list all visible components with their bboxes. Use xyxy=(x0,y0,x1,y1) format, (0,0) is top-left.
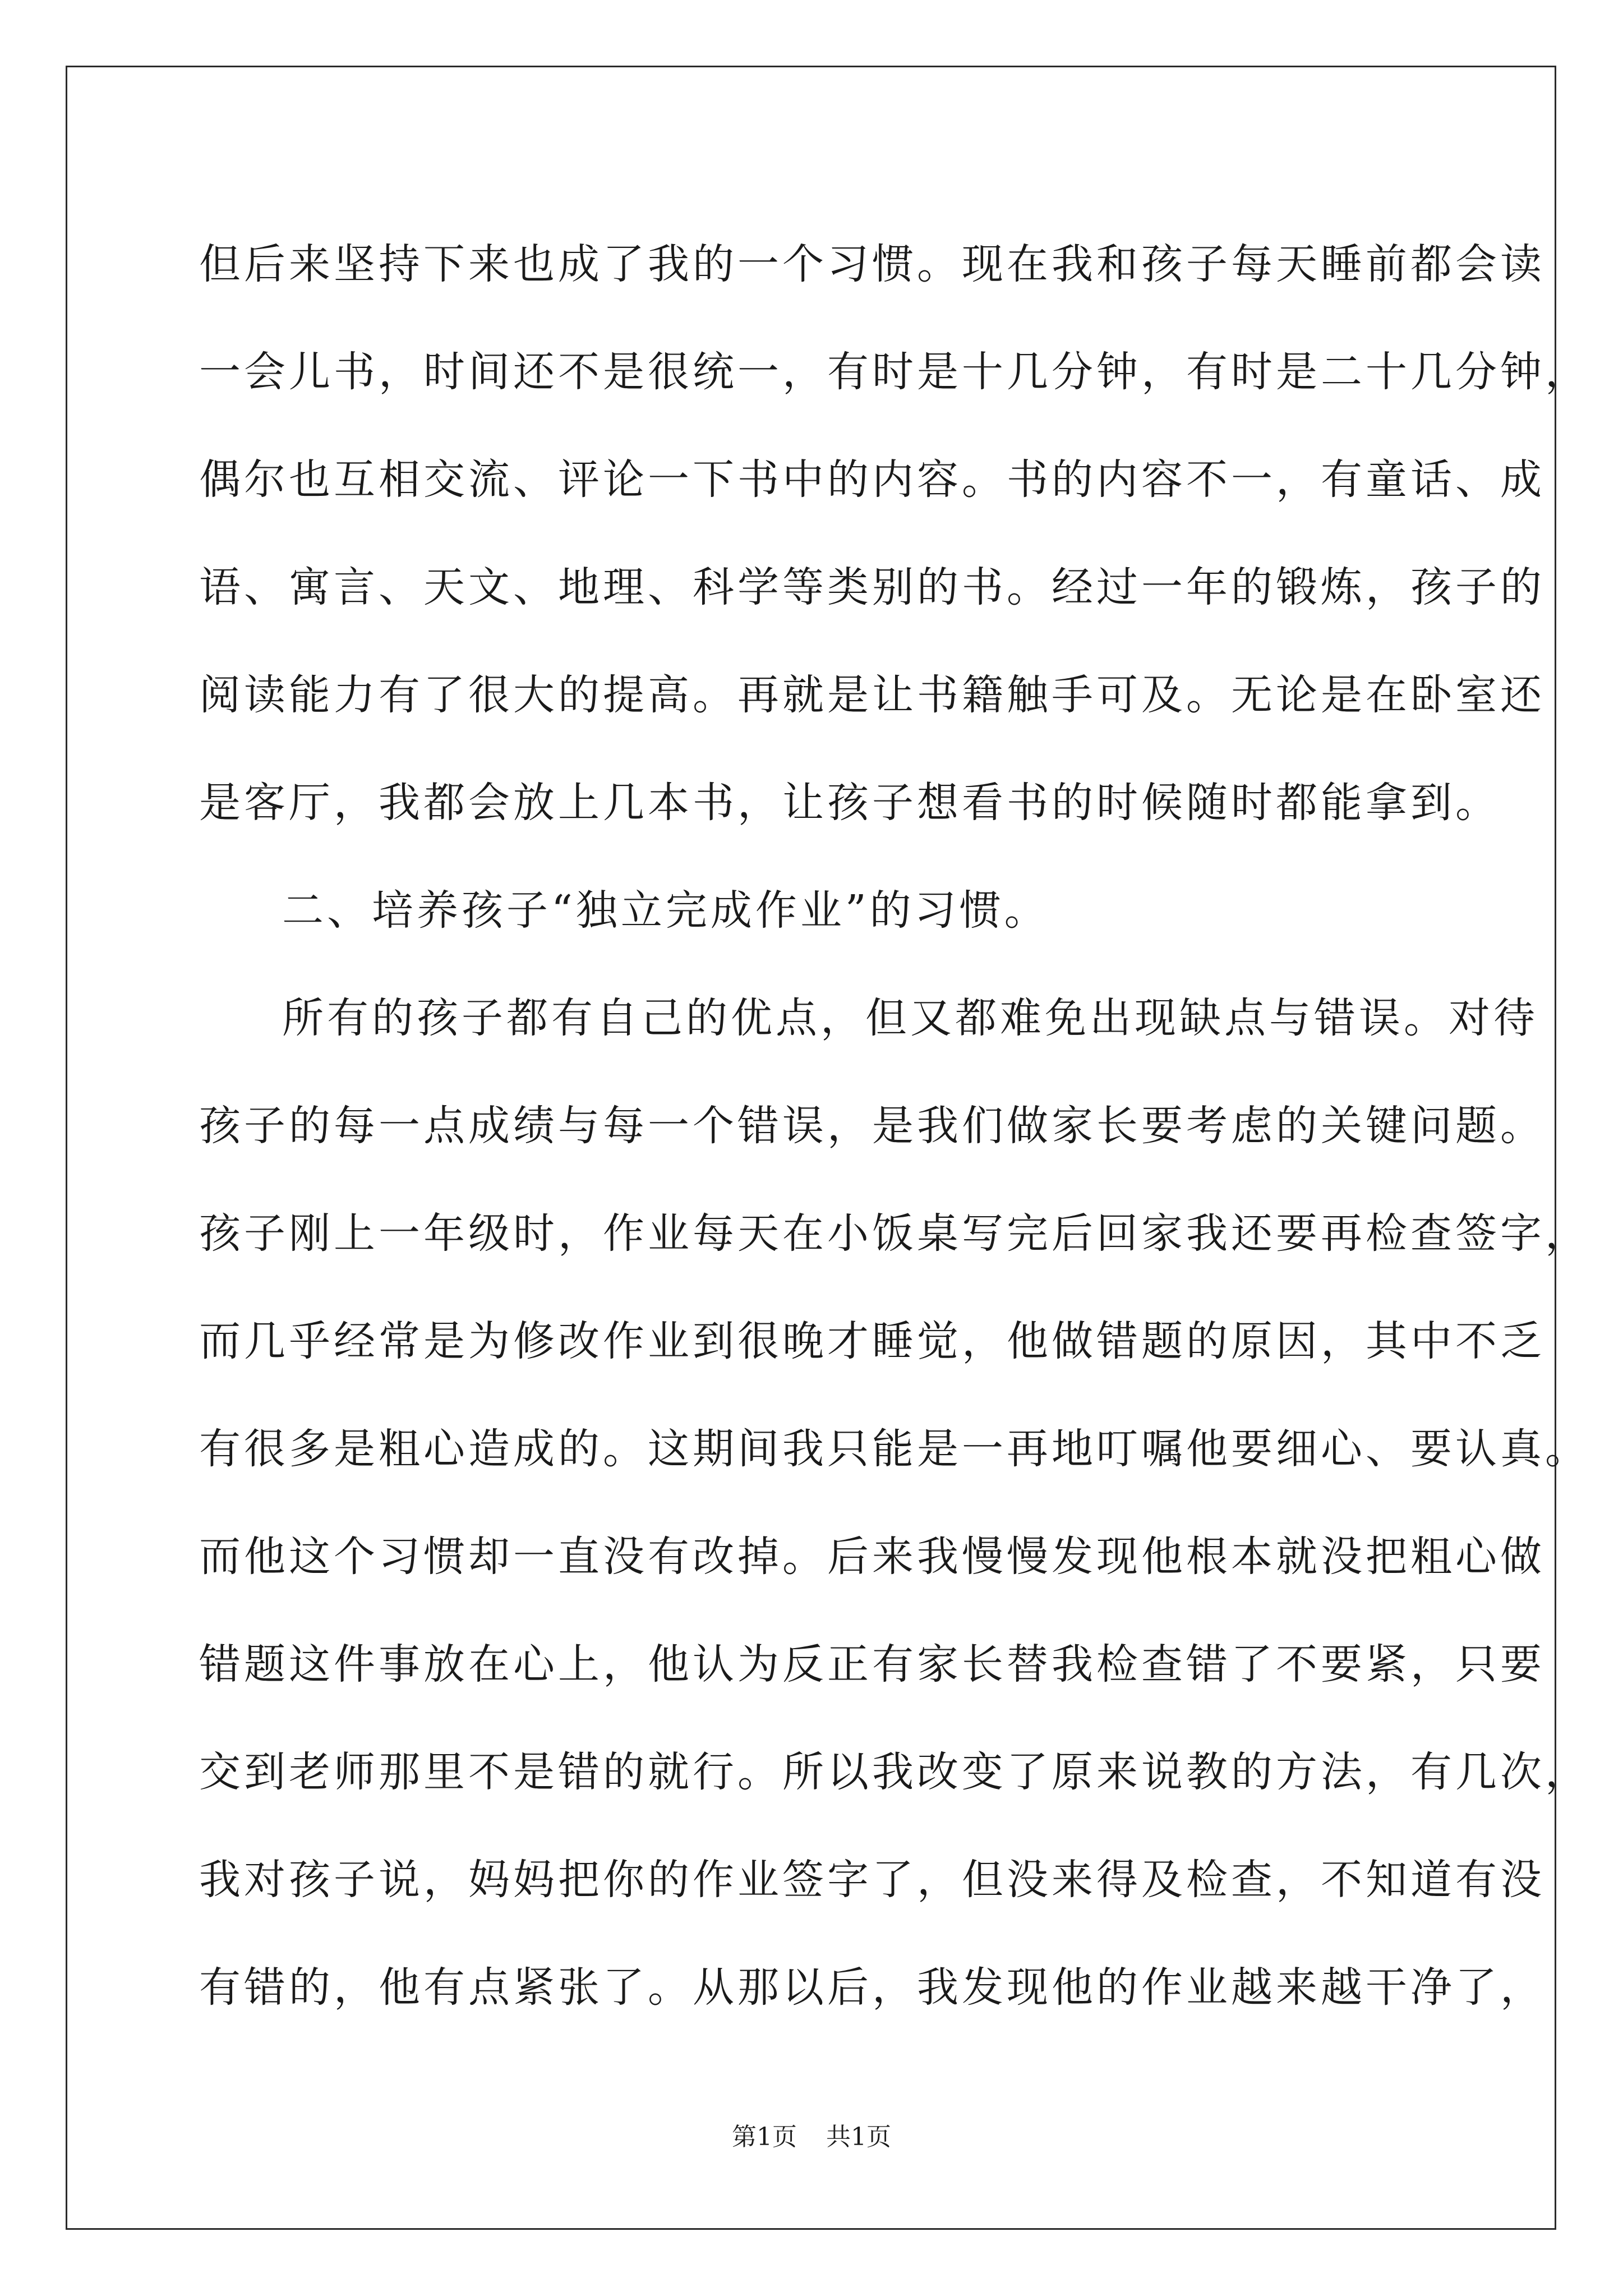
text-line: 有很多是粗心造成的。这期间我只能是一再地叮嘱他要细心、要认真。 xyxy=(199,1425,1590,1473)
text-line: 我对孩子说，妈妈把你的作业签字了，但没来得及检查，不知道有没 xyxy=(199,1856,1545,1904)
text-line: 而他这个习惯却一直没有改掉。后来我慢慢发现他根本就没把粗心做 xyxy=(199,1533,1545,1581)
text-line: 但后来坚持下来也成了我的一个习惯。现在我和孩子每天睡前都会读 xyxy=(199,240,1545,288)
text-line: 交到老师那里不是错的就行。所以我改变了原来说教的方法，有几次， xyxy=(199,1748,1590,1796)
section-heading: 二、培养孩子“独立完成作业”的习惯。 xyxy=(282,886,1049,935)
text-line: 孩子刚上一年级时，作业每天在小饭桌写完后回家我还要再检查签字， xyxy=(199,1209,1590,1258)
text-line: 孩子的每一点成绩与每一个错误，是我们做家长要考虑的关键问题。 xyxy=(199,1102,1545,1150)
text-line: 错题这件事放在心上，他认为反正有家长替我检查错了不要紧，只要 xyxy=(199,1640,1545,1688)
page-number-total: 共1页 xyxy=(826,2123,891,2151)
text-line: 是客厅，我都会放上几本书，让孩子想看书的时候随时都能拿到。 xyxy=(199,779,1500,827)
text-line: 阅读能力有了很大的提高。再就是让书籍触手可及。无论是在卧室还 xyxy=(199,671,1545,719)
page-number-current: 第1页 xyxy=(732,2123,797,2151)
document-body xyxy=(199,210,1590,2041)
text-line: 而几乎经常是为修改作业到很晚才睡觉，他做错题的原因，其中不乏 xyxy=(199,1317,1545,1365)
page-footer xyxy=(0,2120,1623,2154)
paragraph-first-line: 所有的孩子都有自己的优点，但又都难免出现缺点与错误。对待 xyxy=(282,994,1538,1042)
text-line: 有错的，他有点紧张了。从那以后，我发现他的作业越来越干净了， xyxy=(199,1963,1545,2012)
text-line: 一会儿书，时间还不是很统一，有时是十几分钟，有时是二十几分钟， xyxy=(199,348,1590,396)
text-line: 语、寓言、天文、地理、科学等类别的书。经过一年的锻炼，孩子的 xyxy=(199,563,1545,611)
text-line: 偶尔也互相交流、评论一下书中的内容。书的内容不一，有童话、成 xyxy=(199,455,1545,504)
